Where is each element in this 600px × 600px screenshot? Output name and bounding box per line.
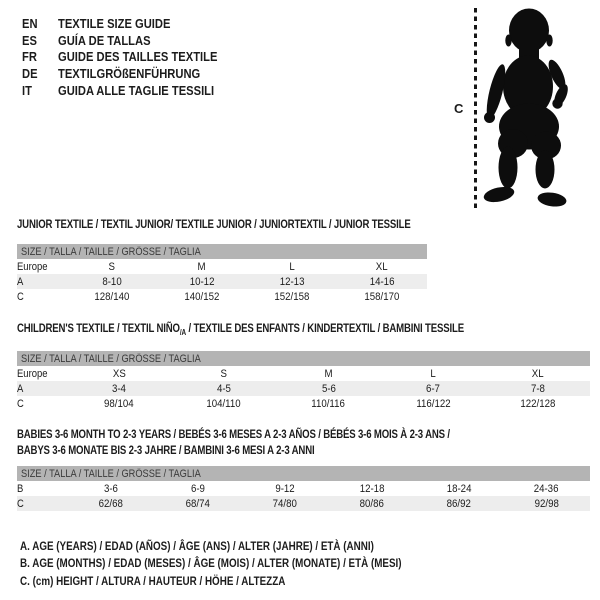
height-cell: 74/80	[272, 497, 298, 510]
height-cell: 86/92	[447, 497, 472, 510]
language-title-es: GUÍA DE TALLAS	[58, 32, 151, 48]
height-cell: 80/86	[359, 497, 385, 510]
children-row-age	[17, 381, 590, 396]
children-size-header-row	[17, 351, 590, 366]
children-table-section	[17, 320, 590, 411]
height-cell: 122/128	[520, 397, 556, 410]
age-cell: 6-9	[190, 482, 205, 495]
age-cell: 5-6	[321, 382, 336, 395]
size-cell: XL	[531, 367, 544, 380]
age-cell: 18-24	[446, 482, 472, 495]
junior-row-height	[17, 289, 427, 304]
size-cell: L	[430, 367, 436, 380]
language-code-en: EN	[22, 15, 38, 31]
language-title-list	[22, 15, 243, 99]
children-size-header-label: SIZE / TALLA / TAILLE / GRÖSSE / TAGLIA	[21, 352, 201, 365]
babies-size-header-row	[17, 466, 590, 481]
children-table-title-text	[17, 320, 464, 338]
age-cell: 6-7	[426, 382, 441, 395]
height-cell: 92/98	[534, 497, 559, 510]
height-cell: 68/74	[185, 497, 210, 510]
language-row-fr	[22, 49, 243, 66]
language-title-en: TEXTILE SIZE GUIDE	[58, 15, 171, 31]
language-title-it: GUIDA ALLE TAGLIE TESSILI	[58, 83, 215, 99]
language-title-de: TEXTILGRÖßENFÜHRUNG	[58, 66, 201, 82]
language-title-fr: GUIDE DES TAILLES TEXTILE	[58, 49, 218, 65]
babies-row-age-months	[17, 481, 590, 496]
language-code-it: IT	[22, 83, 32, 99]
footnote-c	[20, 573, 485, 590]
junior-row-europe	[17, 259, 427, 274]
language-code-fr: FR	[22, 49, 37, 65]
age-cell: 3-6	[103, 482, 118, 495]
footnote-b-text: B. AGE (MONTHS) / EDAD (MESES) / ÂGE (MOIS) / ALTER (MONATE) / ETÀ (MESI)	[20, 556, 402, 571]
age-cell: 14-16	[369, 275, 395, 288]
row-label: C	[17, 397, 24, 410]
footnote-a-text: A. AGE (YEARS) / EDAD (AÑOS) / ÂGE (ANS) / ALTER (JAHRE) / ETÀ (ANNI)	[20, 539, 374, 553]
language-row-es	[22, 32, 243, 49]
age-cell: 9-12	[275, 482, 295, 495]
junior-size-table	[17, 244, 427, 304]
junior-size-header-row	[17, 244, 427, 259]
language-row-en	[22, 15, 243, 32]
age-cell: 12-18	[359, 482, 385, 495]
babies-table-section	[17, 426, 590, 511]
title-part-pre: CHILDREN'S TEXTILE / TEXTIL NIÑO	[17, 321, 180, 335]
size-cell: S	[108, 260, 116, 273]
size-cell: XS	[112, 367, 126, 380]
height-cell: 140/152	[184, 290, 220, 303]
height-cell: 128/140	[94, 290, 130, 303]
language-code-de: DE	[22, 66, 38, 82]
age-cell: 24-36	[534, 482, 559, 495]
height-cell: 158/170	[364, 290, 400, 303]
footnote-c-text: C. (cm) HEIGHT / ALTURA / HAUTEUR / HÖHE / ALTEZZA	[20, 573, 286, 588]
footnote-legend	[20, 538, 485, 590]
height-cell: 116/122	[415, 397, 451, 410]
height-cell: 62/68	[98, 497, 123, 510]
age-cell: 7-8	[530, 382, 545, 395]
size-cell: M	[324, 367, 333, 380]
row-label: Europe	[17, 367, 48, 380]
language-row-de	[22, 65, 243, 82]
row-label: C	[17, 290, 24, 303]
age-cell: 10-12	[189, 275, 215, 288]
toddler-silhouette-image	[482, 7, 577, 208]
age-cell: 12-13	[279, 275, 305, 288]
row-label: C	[17, 497, 24, 510]
children-table-title	[17, 320, 590, 338]
junior-table-title	[17, 216, 590, 232]
babies-table-title	[17, 426, 590, 458]
junior-size-header-label: SIZE / TALLA / TAILLE / GRÖSSE / TAGLIA	[21, 245, 201, 258]
language-row-it	[22, 82, 243, 99]
height-cell: 104/110	[206, 397, 242, 410]
size-cell: XL	[376, 260, 388, 273]
babies-size-table	[17, 466, 590, 511]
height-cell: 110/116	[311, 397, 346, 410]
children-size-table	[17, 351, 590, 411]
row-label: A	[17, 275, 24, 288]
height-measure-dashed-line	[474, 8, 477, 209]
title-part-post: / TEXTILE DES ENFANTS / KINDERTEXTIL / BAMBINI TESSILE	[185, 321, 464, 335]
age-cell: 4-5	[216, 382, 231, 395]
age-cell: 3-4	[112, 382, 127, 395]
babies-table-title-line1: BABIES 3-6 MONTH TO 2-3 YEARS / BEBÉS 3-6 MESES A 2-3 AÑOS / BÉBÉS 3-6 MOIS À 2-3 ANS /	[17, 427, 450, 441]
babies-table-title-line2: BABYS 3-6 MONATE BIS 2-3 JAHRE / BAMBINI 3-6 MESI A 2-3 ANNI	[17, 443, 315, 457]
row-label: Europe	[17, 260, 48, 273]
junior-row-age	[17, 274, 427, 289]
junior-table-section	[17, 216, 590, 304]
size-cell: L	[289, 260, 295, 273]
footnote-a	[20, 538, 485, 555]
title-part-sub: /A	[179, 327, 186, 337]
junior-table-title-text: JUNIOR TEXTILE / TEXTIL JUNIOR/ TEXTILE JUNIOR / JUNIORTEXTIL / JUNIOR TESSILE	[17, 217, 411, 231]
row-label: A	[17, 382, 24, 395]
size-cell: M	[197, 260, 207, 273]
height-cell: 98/104	[104, 397, 135, 410]
height-cell: 152/158	[274, 290, 310, 303]
age-cell: 8-10	[102, 275, 122, 288]
measure-label-c: C	[454, 101, 464, 116]
children-row-europe	[17, 366, 590, 381]
language-code-es: ES	[22, 32, 37, 48]
babies-row-height	[17, 496, 590, 511]
row-label: B	[17, 482, 24, 495]
babies-size-header-label: SIZE / TALLA / TAILLE / GRÖSSE / TAGLIA	[21, 467, 201, 480]
size-cell: S	[220, 367, 228, 380]
footnote-b	[20, 555, 485, 572]
children-row-height	[17, 396, 590, 411]
